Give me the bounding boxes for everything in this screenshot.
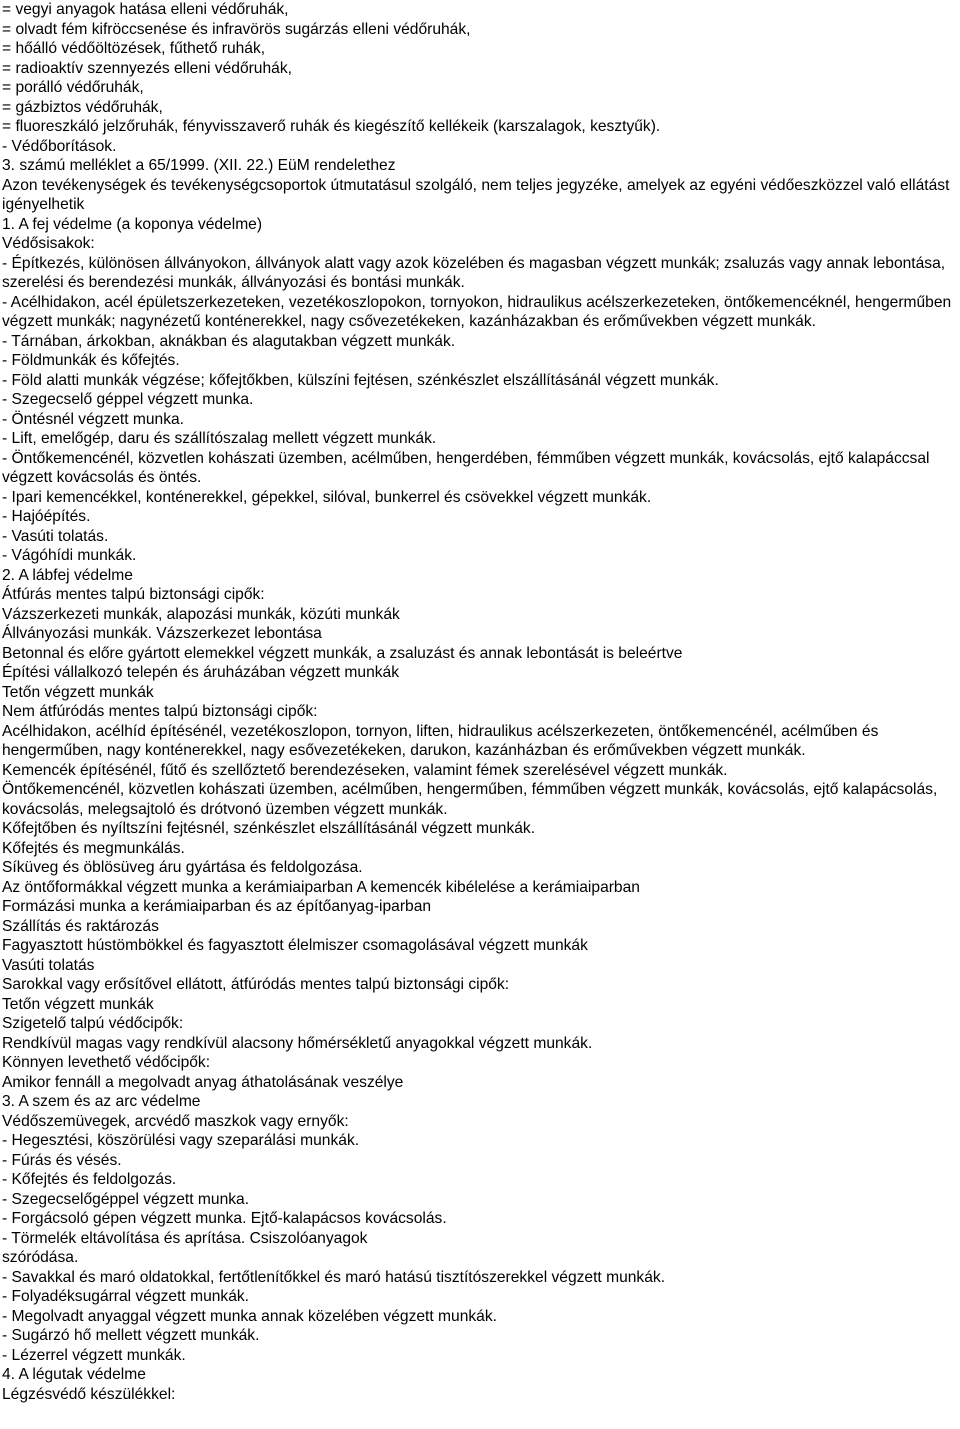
- text-line: - Szegecselő géppel végzett munka.: [2, 391, 254, 408]
- text-line: Vázszerkezeti munkák, alapozási munkák, közúti munkák: [2, 605, 400, 623]
- text-line: - Lézerrel végzett munkák.: [2, 1346, 186, 1364]
- text-line: - Folyadéksugárral végzett munkák.: [2, 1288, 250, 1305]
- text-line: - Vágóhídi munkák.: [2, 547, 137, 564]
- text-line: - Szegecselőgéppel végzett munka.: [2, 1190, 250, 1208]
- text-line: - Kőfejtés és feldolgozás.: [2, 1171, 177, 1188]
- text-line: Védősisakok:: [2, 235, 95, 252]
- text-line: Átfúrás mentes talpú biztonsági cipők:: [2, 586, 265, 603]
- text-line: Az öntőformákkal végzett munka a kerámiaiparban A kemencék kibélelése a kerámiaiparban: [2, 878, 640, 896]
- text-line: szóródása.: [2, 1249, 79, 1266]
- text-line: - Lift, emelőgép, daru és szállítószalag mellett végzett munkák.: [2, 430, 437, 447]
- text-line: 1. A fej védelme (a koponya védelme): [2, 215, 263, 233]
- text-line: = fluoreszkáló jelzőruhák, fényvisszaverő ruhák és kiegészítő kellékeik (karszalagok, kesztyűk).: [2, 118, 661, 135]
- text-line: Állványozási munkák. Vázszerkezet lebontása: [2, 625, 322, 642]
- text-line: = olvadt fém kifröccsenése és infravörös sugárzás elleni védőruhák,: [2, 20, 471, 38]
- text-line: 3. A szem és az arc védelme: [2, 1093, 201, 1110]
- text-line: Nem átfúródás mentes talpú biztonsági cipők:: [2, 703, 318, 720]
- text-line: Síküveg és öblösüveg áru gyártása és feldolgozása.: [2, 859, 363, 876]
- text-line: - Savakkal és maró oldatokkal, fertőtlenítőkkel és maró hatású tisztítószerekkel végzett munkák.: [2, 1268, 666, 1286]
- text-line: Amikor fennáll a megolvadt anyag áthatolásának veszélye: [2, 1073, 404, 1091]
- text-line: = hőálló védőöltözések, fűthető ruhák,: [2, 40, 266, 57]
- text-line: Szigetelő talpú védőcipők:: [2, 1015, 184, 1032]
- text-line: Rendkívül magas vagy rendkívül alacsony hőmérsékletű anyagokkal végzett munkák.: [2, 1034, 593, 1052]
- text-line: - Öntésnél végzett munka.: [2, 410, 185, 428]
- text-line: Formázási munka a kerámiaiparban és az építőanyag-iparban: [2, 898, 432, 915]
- text-line: Kemencék építésénél, fűtő és szellőztető berendezéseken, valamint fémek szerelésével végzett munkák.: [2, 761, 728, 779]
- text-line: - Forgácsoló gépen végzett munka. Ejtő-kalapácsos kovácsolás.: [2, 1210, 447, 1227]
- text-line: - Védőborítások.: [2, 137, 117, 155]
- text-line: - Törmelék eltávolítása és aprítása. Csiszolóanyagok: [2, 1229, 368, 1247]
- text-line: - Acélhidakon, acél épületszerkezeteken, vezetékoszlopokon, tornyokon, hidraulikus acélszerkezeteken, öntőkemencéknél, hengerműben végzett munkák; nagynézetű konténerekkel, nagy csővezetékeken, kazánházakban és erőművekben végzett munkák.: [2, 293, 952, 330]
- text-line: - Földmunkák és kőfejtés.: [2, 352, 180, 369]
- text-line: Építési vállalkozó telepén és áruházában végzett munkák: [2, 664, 400, 681]
- text-line: - Építkezés, különösen állványokon, állványok alatt vagy azok közelében és magasban végzett munkák; zsaluzás vagy annak lebontása, szerelési és berendezési munkák, állványozási és bontási munkák.: [2, 254, 946, 291]
- text-line: Kőfejtőben és nyíltszíni fejtésnél, szénkészlet elszállításánál végzett munkák.: [2, 820, 536, 837]
- text-line: Szállítás és raktározás: [2, 917, 159, 935]
- text-line: Könnyen levethető védőcipők:: [2, 1054, 211, 1071]
- text-line: - Fúrás és vésés.: [2, 1151, 122, 1169]
- text-line: - Hegesztési, köszörülési vagy szeparálási munkák.: [2, 1132, 360, 1149]
- text-line: - Sugárzó hő mellett végzett munkák.: [2, 1327, 260, 1344]
- text-line: Fagyasztott hústömbökkel és fagyasztott élelmiszer csomagolásával végzett munkák: [2, 937, 588, 954]
- text-line: Tetőn végzett munkák: [2, 995, 154, 1013]
- text-line: - Tárnában, árkokban, aknákban és alagutakban végzett munkák.: [2, 332, 456, 350]
- text-line: Légzésvédő készülékkel:: [2, 1385, 176, 1403]
- text-line: = vegyi anyagok hatása elleni védőruhák,: [2, 1, 289, 18]
- text-line: - Hajóépítés.: [2, 508, 91, 525]
- text-line: 2. A lábfej védelme: [2, 566, 133, 584]
- text-line: - Ipari kemencékkel, konténerekkel, gépekkel, silóval, bunkerrel és csövekkel végzett munkák.: [2, 488, 652, 506]
- text-line: Öntőkemencénél, közvetlen kohászati üzemben, acélműben, hengerműben, fémműben végzett munkák, kovácsolás, ejtő kalapácsolás, kovácsolás, melegsajtoló és drótvonó üzemben végzett munkák.: [2, 781, 938, 818]
- text-line: = gázbiztos védőruhák,: [2, 98, 163, 116]
- text-line: Azon tevékenységek és tevékenységcsoportok útmutatásul szolgáló, nem teljes jegyzéke, amelyek az egyéni védőeszközzel való ellátást igényelhetik: [2, 176, 950, 213]
- text-line: Betonnal és előre gyártott elemekkel végzett munkák, a zsaluzást és annak lebontását is beleértve: [2, 644, 683, 662]
- text-line: - Öntőkemencénél, közvetlen kohászati üzemben, acélműben, hengerdében, fémműben végzett munkák, kovácsolás, ejtő kalapáccsal végzett kovácsolás és öntés.: [2, 449, 930, 486]
- text-line: - Vasúti tolatás.: [2, 527, 109, 545]
- text-line: Tetőn végzett munkák: [2, 683, 154, 701]
- text-line: Vasúti tolatás: [2, 956, 95, 974]
- text-line: = radioaktív szennyezés elleni védőruhák,: [2, 59, 292, 77]
- text-line: Acélhidakon, acélhíd építésénél, vezetékoszlopon, tornyon, liften, hidraulikus acélszerkezeten, öntőkemencénél, acélműben és hengerműben, nagy konténerekkel, nagy esővezetékeken, darukon, kazánházban és erőművekben végzett munkák.: [2, 722, 879, 759]
- text-line: Kőfejtés és megmunkálás.: [2, 839, 185, 857]
- text-line: Védőszemüvegek, arcvédő maszkok vagy ernyők:: [2, 1112, 349, 1130]
- text-line: 3. számú melléklet a 65/1999. (XII. 22.) EüM rendelethez: [2, 157, 396, 174]
- text-line: - Megolvadt anyaggal végzett munka annak közelében végzett munkák.: [2, 1307, 497, 1325]
- text-line: - Föld alatti munkák végzése; kőfejtőkben, külszíni fejtésen, szénkészlet elszállításánál végzett munkák.: [2, 371, 719, 389]
- text-line: 4. A légutak védelme: [2, 1366, 146, 1383]
- text-line: Sarokkal vagy erősítővel ellátott, átfúródás mentes talpú biztonsági cipők:: [2, 976, 510, 993]
- text-line: = porálló védőruhák,: [2, 79, 144, 96]
